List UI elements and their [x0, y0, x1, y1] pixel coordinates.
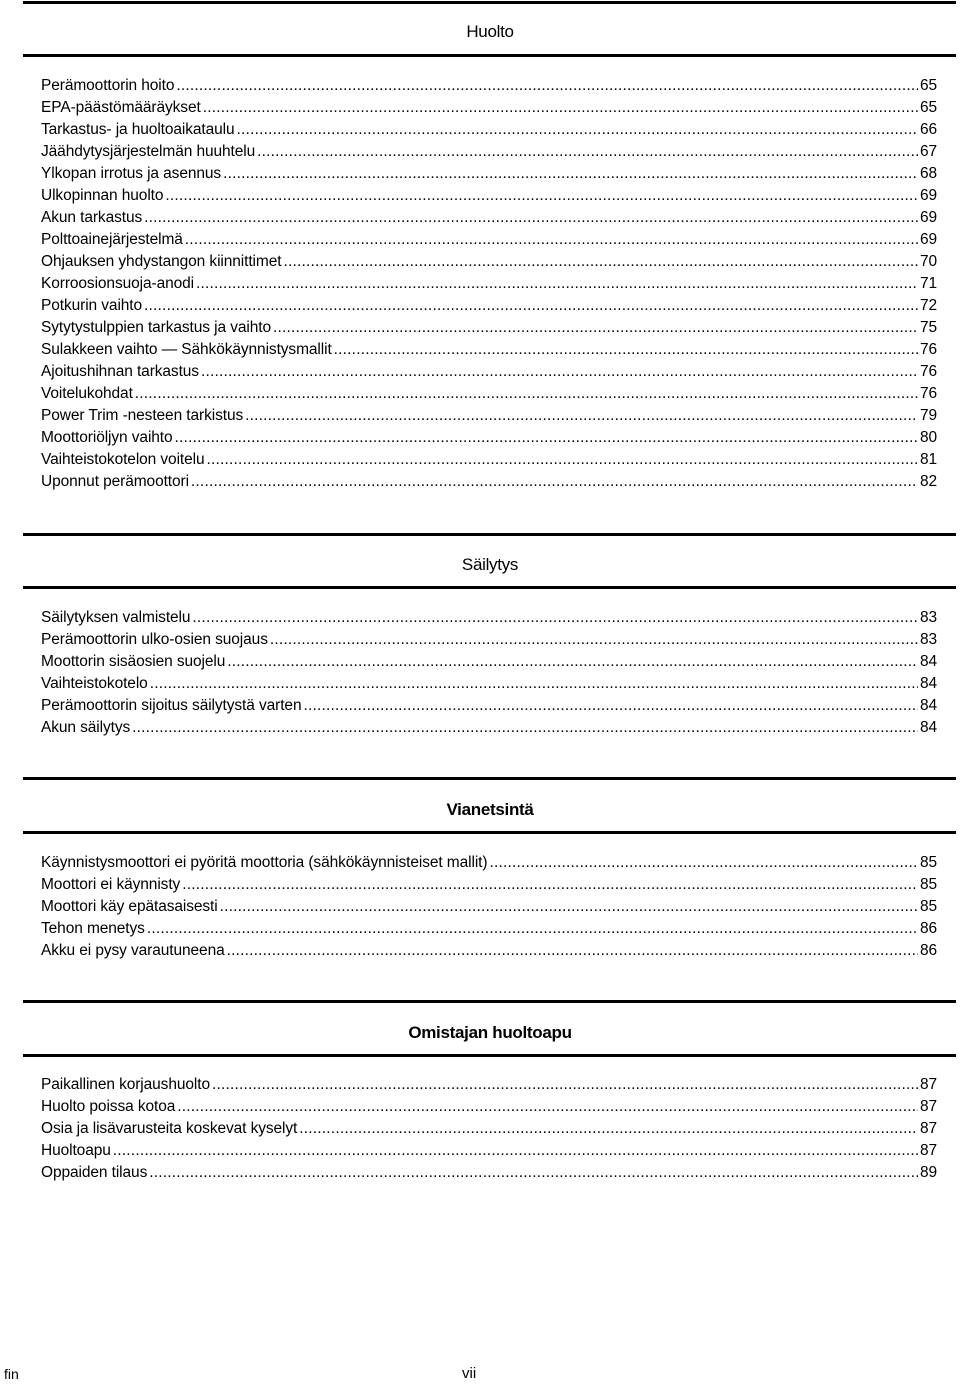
toc-entry-page: 76 — [919, 385, 937, 402]
section-rule — [23, 586, 956, 589]
toc-entry[interactable] — [41, 651, 937, 673]
toc-entry-title: Ylkopan irrotus ja asennus — [41, 165, 222, 182]
toc-entry-title: Akku ei pysy varautuneena — [41, 942, 225, 959]
toc-entry[interactable] — [41, 695, 937, 717]
toc-entry-title: Vaihteistokotelo — [41, 675, 148, 692]
toc-entry-page: 65 — [919, 77, 937, 94]
section-rule — [23, 1054, 956, 1057]
toc-entry-title: Potkurin vaihto — [41, 297, 143, 314]
toc-entry-title: Moottorin sisäosien suojelu — [41, 653, 226, 670]
toc-entry-page: 67 — [919, 143, 937, 160]
toc-entry-title: Uponnut perämoottori — [41, 473, 189, 490]
toc-leader-dots — [149, 1162, 918, 1184]
toc-leader-dots — [299, 1118, 918, 1140]
toc-entry-page: 83 — [919, 609, 937, 626]
toc-entry-title: Huolto poissa kotoa — [41, 1098, 176, 1115]
toc-entry-page: 82 — [919, 473, 937, 490]
toc-entry[interactable] — [41, 427, 937, 449]
toc-entry-page: 76 — [919, 363, 937, 380]
toc-entry-page: 69 — [919, 187, 937, 204]
toc-entry[interactable] — [41, 449, 937, 471]
toc-entry-page: 80 — [919, 429, 937, 446]
section-rule — [23, 1000, 956, 1003]
toc-entry-page: 85 — [919, 876, 937, 893]
toc-entry[interactable] — [41, 1140, 937, 1162]
toc-entry[interactable] — [41, 717, 937, 739]
toc-entry-page: 84 — [919, 653, 937, 670]
toc-entry[interactable] — [41, 163, 937, 185]
toc-entry-title: Moottori käy epätasaisesti — [41, 898, 218, 915]
toc-entry-page: 84 — [919, 675, 937, 692]
toc-entry[interactable] — [41, 207, 937, 229]
toc-entry-title: Ohjauksen yhdystangon kiinnittimet — [41, 253, 282, 270]
toc-entry[interactable] — [41, 119, 937, 141]
toc-leader-dots — [176, 75, 918, 97]
toc-leader-dots — [245, 405, 918, 427]
section-rule — [23, 54, 956, 57]
toc-entry-title: Tarkastus- ja huoltoaikataulu — [41, 121, 235, 138]
toc-entry[interactable] — [41, 940, 937, 962]
toc-leader-dots — [132, 717, 918, 739]
section-rule — [23, 831, 956, 834]
toc-entry[interactable] — [41, 361, 937, 383]
toc-leader-dots — [303, 695, 917, 717]
toc-entry-title: Ulkopinnan huolto — [41, 187, 164, 204]
toc-list — [41, 1074, 937, 1184]
section-heading: Säilytys — [461, 555, 519, 574]
toc-entry-title: Perämoottorin hoito — [41, 77, 175, 94]
toc-entry-page: 72 — [919, 297, 937, 314]
toc-entry-page: 87 — [919, 1098, 937, 1115]
toc-leader-dots — [175, 427, 918, 449]
toc-entry[interactable] — [41, 339, 937, 361]
toc-entry-page: 66 — [919, 121, 937, 138]
toc-entry[interactable] — [41, 295, 937, 317]
toc-entry-title: Perämoottorin ulko-osien suojaus — [41, 631, 268, 648]
toc-leader-dots — [185, 229, 918, 251]
toc-entry[interactable] — [41, 673, 937, 695]
toc-entry-page: 86 — [919, 942, 937, 959]
toc-entry-title: Osia ja lisävarusteita koskevat kyselyt — [41, 1120, 298, 1137]
toc-entry[interactable] — [41, 75, 937, 97]
toc-leader-dots — [223, 163, 918, 185]
toc-entry-page: 87 — [919, 1142, 937, 1159]
toc-entry-title: Tehon menetys — [41, 920, 145, 937]
toc-entry-page: 70 — [919, 253, 937, 270]
toc-leader-dots — [150, 673, 918, 695]
toc-entry-page: 87 — [919, 1120, 937, 1137]
toc-entry-title: Käynnistysmoottori ei pyöritä moottoria (sähkökäynnisteiset mallit) — [41, 854, 488, 871]
toc-entry[interactable] — [41, 918, 937, 940]
toc-entry-page: 75 — [919, 319, 937, 336]
toc-entry[interactable] — [41, 471, 937, 493]
toc-leader-dots — [489, 852, 918, 874]
toc-leader-dots — [283, 251, 918, 273]
toc-entry-page: 84 — [919, 697, 937, 714]
toc-entry[interactable] — [41, 229, 937, 251]
toc-list — [41, 852, 937, 962]
toc-entry[interactable] — [41, 1074, 937, 1096]
toc-entry-title: Akun säilytys — [41, 719, 131, 736]
toc-list — [41, 607, 937, 739]
toc-entry-title: Jäähdytysjärjestelmän huuhtelu — [41, 143, 256, 160]
toc-entry[interactable] — [41, 1118, 937, 1140]
toc-entry-page: 86 — [919, 920, 937, 937]
toc-entry[interactable] — [41, 185, 937, 207]
toc-leader-dots — [182, 874, 918, 896]
toc-entry-page: 71 — [919, 275, 937, 292]
toc-entry[interactable] — [41, 1096, 937, 1118]
toc-leader-dots — [192, 607, 918, 629]
toc-entry[interactable] — [41, 607, 937, 629]
footer-language: fin — [4, 1366, 19, 1382]
toc-entry-title: Ajoitushihnan tarkastus — [41, 363, 199, 380]
toc-entry-title: EPA-päästömääräykset — [41, 99, 201, 116]
toc-entry-title: Sytytystulppien tarkastus ja vaihto — [41, 319, 271, 336]
toc-leader-dots — [273, 317, 918, 339]
toc-entry-title: Voitelukohdat — [41, 385, 133, 402]
toc-entry[interactable] — [41, 317, 937, 339]
toc-entry[interactable] — [41, 405, 937, 427]
toc-entry[interactable] — [41, 141, 937, 163]
toc-entry-page: 89 — [919, 1164, 937, 1181]
toc-entry-page: 81 — [919, 451, 937, 468]
toc-entry-page: 85 — [919, 854, 937, 871]
toc-leader-dots — [334, 339, 918, 361]
toc-leader-dots — [237, 119, 918, 141]
toc-entry-page: 69 — [919, 209, 937, 226]
toc-leader-dots — [203, 97, 918, 119]
toc-entry-page: 76 — [919, 341, 937, 358]
toc-entry-title: Perämoottorin sijoitus säilytystä varten — [41, 697, 302, 714]
toc-entry[interactable] — [41, 1162, 937, 1184]
section-rule — [23, 1, 956, 4]
section-rule — [23, 533, 956, 536]
toc-leader-dots — [177, 1096, 918, 1118]
toc-leader-dots — [196, 273, 918, 295]
toc-entry-title: Akun tarkastus — [41, 209, 143, 226]
toc-entry-title: Vaihteistokotelon voitelu — [41, 451, 205, 468]
section-heading: Omistajan huoltoapu — [408, 1023, 572, 1042]
footer-page-number: vii — [462, 1365, 477, 1382]
toc-leader-dots — [257, 141, 918, 163]
toc-entry[interactable] — [41, 251, 937, 273]
toc-leader-dots — [144, 295, 918, 317]
toc-entry-title: Moottori ei käynnisty — [41, 876, 181, 893]
toc-leader-dots — [113, 1140, 918, 1162]
toc-entry[interactable] — [41, 383, 937, 405]
toc-entry-title: Säilytyksen valmistelu — [41, 609, 191, 626]
toc-leader-dots — [135, 383, 918, 405]
toc-leader-dots — [207, 449, 918, 471]
toc-entry-page: 83 — [919, 631, 937, 648]
toc-leader-dots — [147, 918, 918, 940]
toc-entry-title: Power Trim -nesteen tarkistus — [41, 407, 244, 424]
section-heading: Huolto — [466, 22, 514, 41]
toc-entry[interactable] — [41, 629, 937, 651]
toc-entry-page: 65 — [919, 99, 937, 116]
toc-entry-page: 79 — [919, 407, 937, 424]
toc-entry[interactable] — [41, 896, 937, 918]
toc-entry-title: Moottoriöljyn vaihto — [41, 429, 173, 446]
toc-entry-page: 69 — [919, 231, 937, 248]
toc-entry-title: Oppaiden tilaus — [41, 1164, 148, 1181]
toc-entry[interactable] — [41, 97, 937, 119]
toc-entry-page: 68 — [919, 165, 937, 182]
toc-entry[interactable] — [41, 874, 937, 896]
toc-entry-title: Huoltoapu — [41, 1142, 111, 1159]
toc-entry-title: Sulakkeen vaihto — Sähkökäynnistysmallit — [41, 341, 332, 358]
section-heading: Vianetsintä — [446, 800, 534, 819]
toc-entry-title: Korroosionsuoja-anodi — [41, 275, 194, 292]
toc-entry-title: Paikallinen korjaushuolto — [41, 1076, 210, 1093]
toc-leader-dots — [220, 896, 918, 918]
toc-leader-dots — [191, 471, 918, 493]
toc-entry[interactable] — [41, 273, 937, 295]
toc-entry-page: 87 — [919, 1076, 937, 1093]
section-rule — [23, 777, 956, 780]
toc-leader-dots — [144, 207, 918, 229]
toc-leader-dots — [227, 940, 918, 962]
toc-entry-page: 84 — [919, 719, 937, 736]
toc-leader-dots — [201, 361, 918, 383]
toc-list — [41, 75, 937, 493]
toc-leader-dots — [212, 1074, 918, 1096]
toc-entry[interactable] — [41, 852, 937, 874]
toc-entry-title: Polttoainejärjestelmä — [41, 231, 183, 248]
toc-leader-dots — [227, 651, 918, 673]
toc-entry-page: 85 — [919, 898, 937, 915]
toc-leader-dots — [165, 185, 918, 207]
toc-leader-dots — [270, 629, 918, 651]
